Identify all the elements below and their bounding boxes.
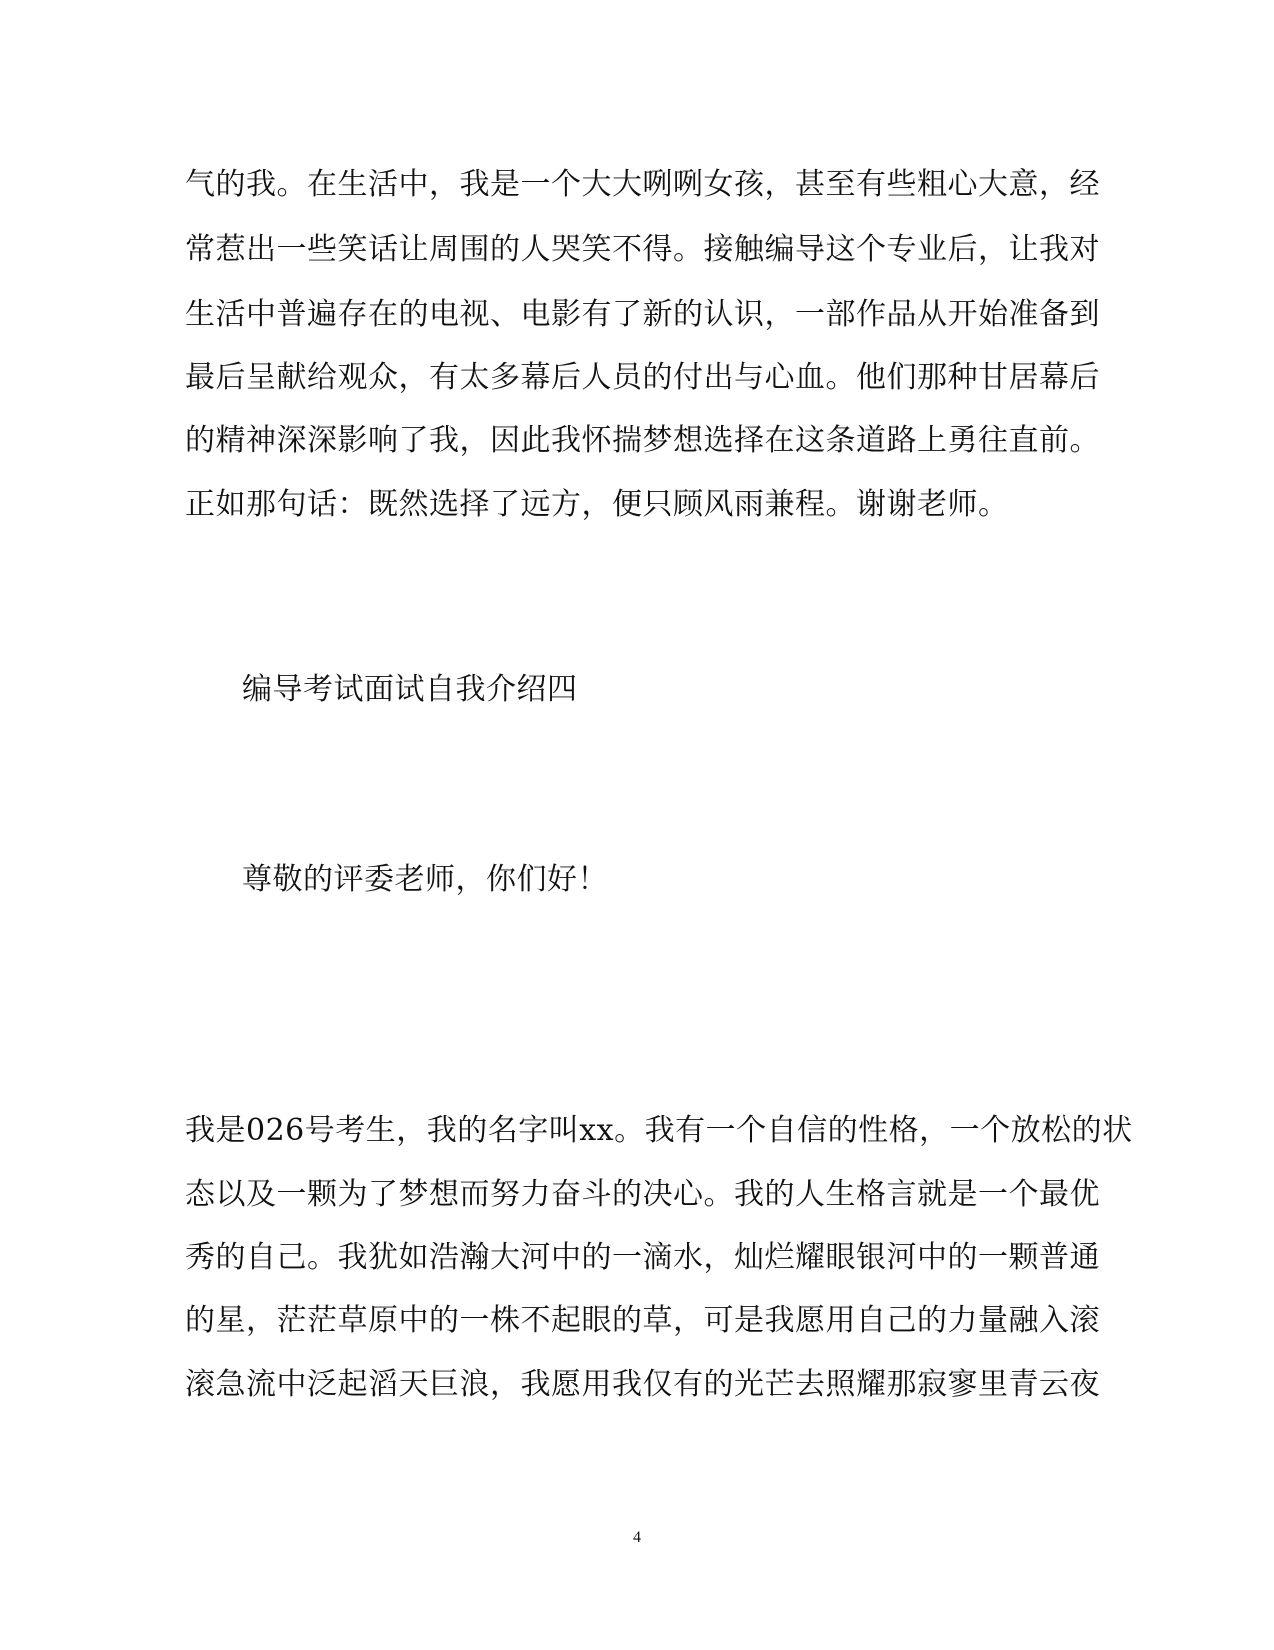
paragraph-1-line-1: 气的我。在生活中，我是一个大大咧咧女孩，甚至有些粗心大意，经 xyxy=(185,167,1100,202)
paragraph-1-line-3: 生活中普遍存在的电视、电影有了新的认识，一部作品从开始准备到 xyxy=(185,297,1100,332)
paragraph-1-line-2: 常惹出一些笑话让周围的人哭笑不得。接触编导这个专业后，让我对 xyxy=(185,232,1100,267)
paragraph-1-line-6: 正如那句话：既然选择了远方，便只顾风雨兼程。谢谢老师。 xyxy=(185,487,1009,522)
paragraph-2-line-4: 的星，茫茫草原中的一株不起眼的草，可是我愿用自己的力量融入滚 xyxy=(185,1303,1100,1338)
paragraph-2-line-1: 我是026号考生，我的名字叫xx。我有一个自信的性格，一个放松的状 xyxy=(185,1113,1133,1148)
greeting-line: 尊敬的评委老师，你们好！ xyxy=(242,862,608,897)
paragraph-2-line-5: 滚急流中泛起滔天巨浪，我愿用我仅有的光芒去照耀那寂寥里青云夜 xyxy=(185,1367,1100,1402)
paragraph-2-line-2: 态以及一颗为了梦想而努力奋斗的决心。我的人生格言就是一个最优 xyxy=(185,1177,1100,1212)
paragraph-2-line-3: 秀的自己。我犹如浩瀚大河中的一滴水，灿烂耀眼银河中的一颗普通 xyxy=(185,1240,1100,1275)
paragraph-1-line-5: 的精神深深影响了我，因此我怀揣梦想选择在这条道路上勇往直前。 xyxy=(185,423,1100,458)
section-heading: 编导考试面试自我介绍四 xyxy=(242,672,578,707)
page-number: 4 xyxy=(633,1529,641,1546)
paragraph-1-line-4: 最后呈献给观众，有太多幕后人员的付出与心血。他们那种甘居幕后 xyxy=(185,360,1100,395)
